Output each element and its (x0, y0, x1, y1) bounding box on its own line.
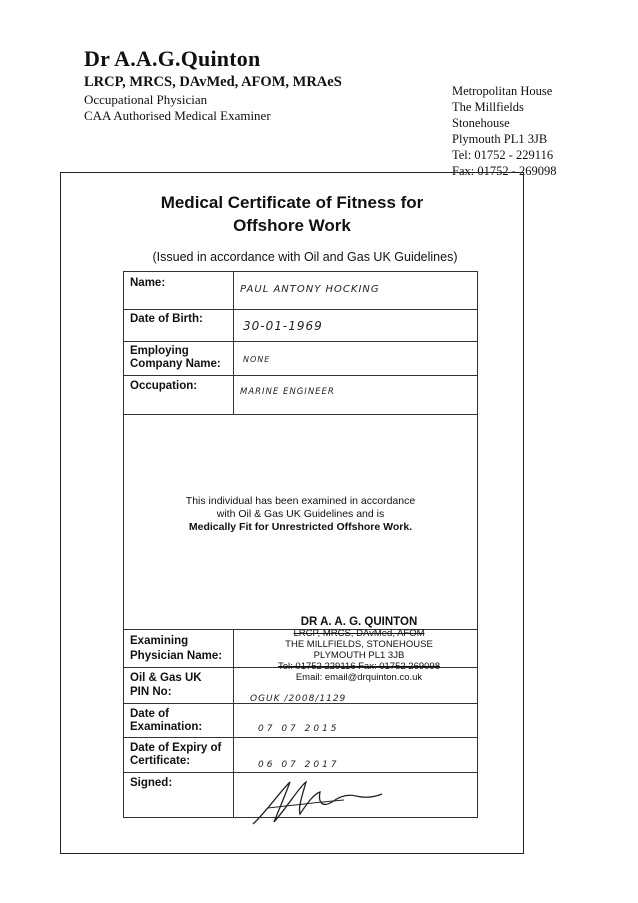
name-value: PAUL ANTONY HOCKING (240, 284, 380, 295)
row-divider (123, 309, 478, 310)
stamp-email: Email: email@drquinton.co.uk (295, 672, 423, 683)
employer-value: NONE (243, 355, 271, 364)
pin-label-2: PIN No: (130, 686, 172, 698)
employer-label-2: Company Name: (130, 358, 221, 370)
occupation-value: MARINE ENGINEER (240, 387, 335, 397)
row-divider (123, 737, 478, 738)
fitness-statement (123, 495, 478, 534)
certificate-title: Medical Certificate of Fitness for (160, 193, 424, 212)
statement-line: This individual has been examined in accordance (185, 495, 416, 507)
expiry-label-2: Certificate: (130, 755, 191, 767)
stamp-address: THE MILLFIELDS, STONEHOUSE (285, 639, 433, 650)
expiry-date-value: 06 07 2017 (258, 760, 340, 770)
signature (248, 772, 398, 830)
address-line: Stonehouse (452, 116, 510, 130)
examining-label-1: Examining (130, 635, 189, 647)
address-line: Plymouth PL1 3JB (452, 132, 548, 146)
row-divider (123, 414, 478, 415)
column-divider (233, 271, 234, 414)
exam-date-label-1: Date of (130, 708, 169, 720)
qualifications: LRCP, MRCS, DAvMed, AFOM, MRAeS (84, 74, 342, 90)
phone: Tel: 01752 - 229116 (452, 148, 554, 162)
pin-value: OGUK /2008/1129 (250, 694, 347, 704)
signed-label: Signed: (130, 777, 173, 789)
employer-label-1: Employing (130, 345, 189, 357)
certificate-subtitle: (Issued in accordance with Oil and Gas UK Guidelines) (152, 250, 458, 264)
address-line: The Millfields (452, 100, 524, 114)
stamp-phone: Tel: 01752 229116 Fax: 01752 269098 (278, 661, 440, 672)
stamp-qualifications: LRCP, MRCS, DAvMed, AFOM (293, 628, 425, 639)
physician-stamp (240, 616, 478, 683)
row-divider (123, 341, 478, 342)
fax: Fax: 01752 - 269098 (452, 164, 557, 178)
occupation-label: Occupation: (130, 380, 198, 392)
statement-line: with Oil & Gas UK Guidelines and is (216, 508, 385, 520)
physician-name-heading: Dr A.A.G.Quinton (84, 46, 261, 71)
row-divider (123, 375, 478, 376)
column-divider (233, 629, 234, 818)
exam-date-label-2: Examination: (130, 721, 203, 733)
pin-label-1: Oil & Gas UK (130, 672, 202, 684)
expiry-label-1: Date of Expiry of (130, 742, 222, 754)
certificate-title-2: Offshore Work (233, 216, 351, 235)
dob-label: Date of Birth: (130, 313, 203, 325)
address-line: Metropolitan House (452, 84, 553, 98)
role-occupational: Occupational Physician (84, 92, 208, 107)
stamp-city: PLYMOUTH PL1 3JB (313, 650, 405, 661)
row-divider (123, 703, 478, 704)
fitness-declaration: Medically Fit for Unrestricted Offshore Work. (188, 521, 413, 533)
examining-label-2: Physician Name: (130, 650, 223, 662)
name-label: Name: (130, 277, 166, 289)
exam-date-value: 07 07 2015 (258, 724, 340, 734)
role-caa: CAA Authorised Medical Examiner (84, 108, 271, 123)
dob-value: 30-01-1969 (243, 319, 323, 333)
stamp-name: DR A. A. G. QUINTON (300, 616, 418, 628)
